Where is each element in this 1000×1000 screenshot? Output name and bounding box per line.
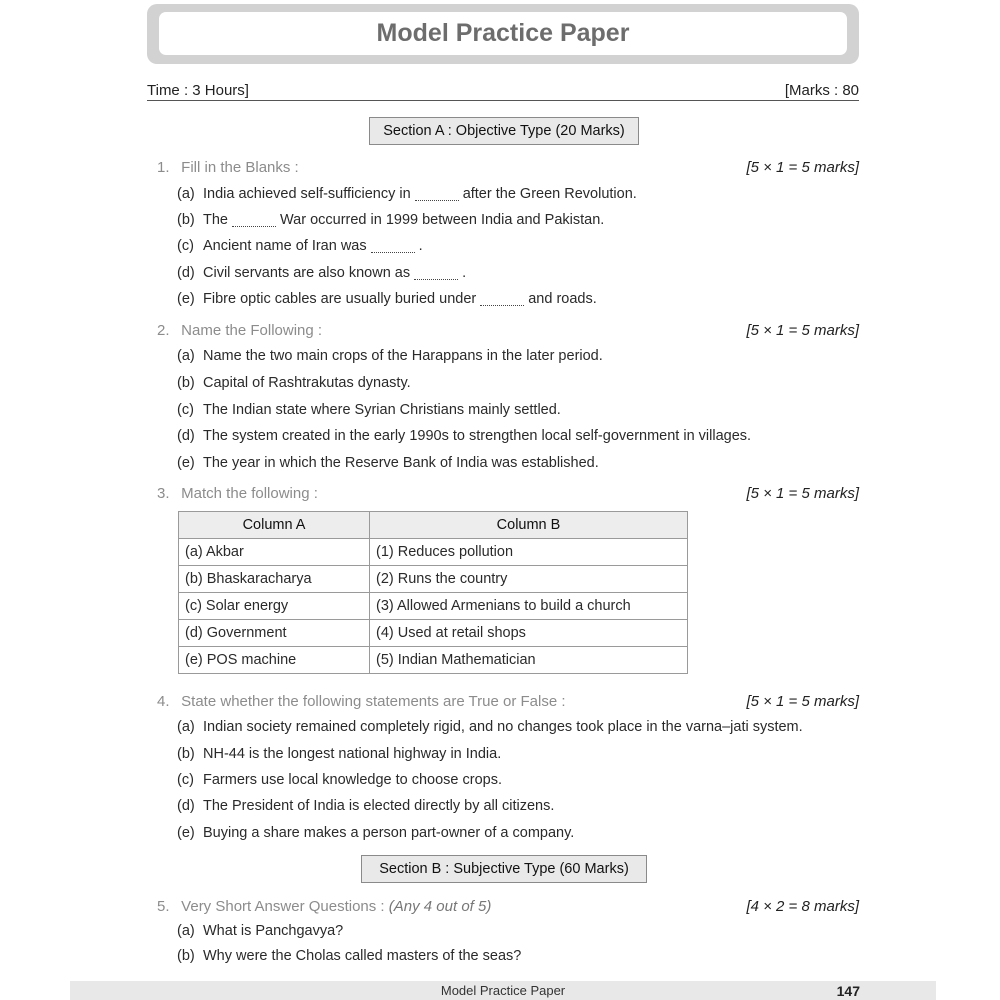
list-item: (a) Name the two main crops of the Harappans in the later period. <box>177 348 603 364</box>
match-table <box>178 511 688 674</box>
question-5-header <box>157 896 859 916</box>
list-item: (d) The President of India is elected directly by all citizens. <box>177 798 555 814</box>
blank-line <box>480 293 524 306</box>
list-item: (a) Indian society remained completely rigid, and no changes took place in the varna–jati system. <box>177 719 803 735</box>
question-note: (Any 4 out of 5) <box>388 897 492 915</box>
question-title: Fill in the Blanks : <box>181 158 299 176</box>
question-title: Name the Following : <box>181 321 323 339</box>
table-cell: (e) POS machine <box>179 647 370 674</box>
question-number: 2. <box>157 321 170 339</box>
question-number: 5. <box>157 897 170 915</box>
question-3-header <box>157 483 859 503</box>
total-marks-label: [Marks : 80 <box>784 81 859 99</box>
question-1-header <box>157 157 859 177</box>
blank-line <box>232 214 276 227</box>
list-item: (b) Why were the Cholas called masters of the seas? <box>177 948 522 964</box>
question-number: 3. <box>157 484 170 502</box>
table-cell: (1) Reduces pollution <box>370 539 688 566</box>
list-item: (e) The year in which the Reserve Bank of India was established. <box>177 455 599 471</box>
table-cell: (5) Indian Mathematician <box>370 647 688 674</box>
table-cell: (c) Solar energy <box>179 593 370 620</box>
question-marks: [5 × 1 = 5 marks] <box>746 692 859 710</box>
question-2-header <box>157 320 859 340</box>
title-banner <box>147 4 859 64</box>
list-item: (e) Buying a share makes a person part-owner of a company. <box>177 825 575 841</box>
table-row <box>179 647 688 674</box>
list-item: (d) Civil servants are also known as . <box>177 265 467 281</box>
table-cell: (d) Government <box>179 620 370 647</box>
list-item: (c) The Indian state where Syrian Christians mainly settled. <box>177 402 561 418</box>
list-item: (b) NH-44 is the longest national highway in India. <box>177 746 502 762</box>
table-header-row <box>179 512 688 539</box>
column-header: Column A <box>179 512 370 539</box>
list-item: (c) Farmers use local knowledge to choose crops. <box>177 772 503 788</box>
table-cell: (b) Bhaskaracharya <box>179 566 370 593</box>
table-row <box>179 593 688 620</box>
time-label: Time : 3 Hours] <box>147 81 249 99</box>
question-title: State whether the following statements are True or False : <box>181 692 566 710</box>
table-cell: (a) Akbar <box>179 539 370 566</box>
question-4-header <box>157 691 859 711</box>
column-header: Column B <box>370 512 688 539</box>
list-item: (a) What is Panchgavya? <box>177 923 344 939</box>
list-item: (d) The system created in the early 1990s to strengthen local self-government in villages. <box>177 428 752 444</box>
list-item: (c) Ancient name of Iran was . <box>177 238 423 254</box>
list-item: (a) India achieved self-sufficiency in after the Green Revolution. <box>177 186 637 202</box>
exam-meta-row <box>147 80 859 101</box>
question-number: 1. <box>157 158 170 176</box>
question-title: Very Short Answer Questions : <box>181 897 385 915</box>
table-row <box>179 566 688 593</box>
blank-line <box>415 188 459 201</box>
page-footer <box>70 981 936 1000</box>
table-row <box>179 539 688 566</box>
page-number: 147 <box>836 982 860 999</box>
question-marks: [5 × 1 = 5 marks] <box>746 158 859 176</box>
question-marks: [5 × 1 = 5 marks] <box>746 321 859 339</box>
section-b-heading: Section B : Subjective Type (60 Marks) <box>361 855 647 883</box>
question-number: 4. <box>157 692 170 710</box>
table-cell: (3) Allowed Armenians to build a church <box>370 593 688 620</box>
blank-line <box>371 240 415 253</box>
section-a-heading: Section A : Objective Type (20 Marks) <box>369 117 639 145</box>
footer-title: Model Practice Paper <box>440 983 566 998</box>
question-marks: [5 × 1 = 5 marks] <box>746 484 859 502</box>
blank-line <box>414 267 458 280</box>
question-marks: [4 × 2 = 8 marks] <box>746 897 859 915</box>
table-cell: (2) Runs the country <box>370 566 688 593</box>
page-title: Model Practice Paper <box>159 12 847 55</box>
table-row <box>179 620 688 647</box>
question-title: Match the following : <box>181 484 318 502</box>
list-item: (b) The War occurred in 1999 between India and Pakistan. <box>177 212 605 228</box>
table-cell: (4) Used at retail shops <box>370 620 688 647</box>
list-item: (e) Fibre optic cables are usually buried under and roads. <box>177 291 597 307</box>
list-item: (b) Capital of Rashtrakutas dynasty. <box>177 375 411 391</box>
